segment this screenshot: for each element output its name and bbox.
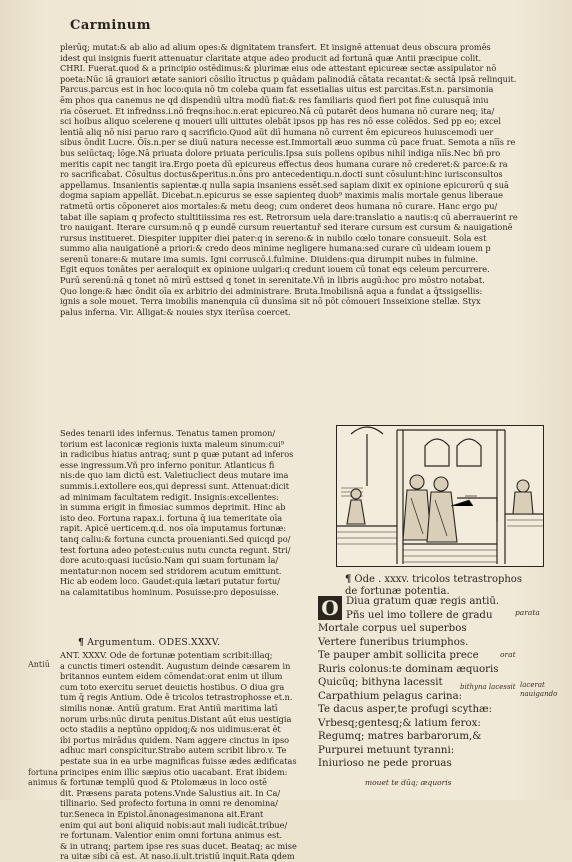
poem-line: Vertere funeribus triumphos. (318, 636, 469, 648)
commentary-line: poeta:Nūc iā grauiori ætate saniori cōsilio ītructus p quādam palinodiā cātata recantat:& sectā ipsā relinquit. (60, 73, 517, 84)
commentary-line: sibus ōndit Lucre. Ōīs.n.per se diuū natura necesse est.Immortali æuo summa cū pace fruat. Semota a nīīs re (60, 137, 516, 148)
ode-heading-text: Ode . xxxv. tricolos tetrastrophos de fortunæ potentia. (345, 574, 522, 597)
left-commentary-line: torium est laconicæ regionis iuxta maleum sinum:cui⁹ (60, 438, 285, 449)
lower-commentary-line: ANT. XXXV. Ode de fortunæ potentiam scribit:illaq; (60, 650, 273, 660)
left-commentary-line: rapit. Apicē uerticem.q.d. nos oīa imputamus fortunæ: (60, 523, 287, 534)
poem-line: Mortale corpus uel superbos (318, 623, 467, 634)
left-commentary-block (60, 428, 332, 598)
left-commentary-line: isto deo. Fortuna rapax.i. fortuna q̄ iua temeritate oīa (60, 512, 283, 523)
commentary-line: CHRI. Fuerat.quod & a principio ostēdimus:& plurimæ eius ode attestant epicureæ sectæ assipulator nō (60, 63, 497, 74)
lower-commentary-line: adhuc mari conspicitur.Strabo autem scribit libro.v. Te (60, 745, 287, 756)
left-commentary-line: tanq caliu:& fortuna cuncta prouenianti.Sed quicqd po/ (60, 533, 291, 544)
handwritten-note-bithyna: bithyna lacessit (460, 683, 516, 691)
commentary-line: palus inferna. Vir. Alligat:& nouies styx iterūsa coercet. (60, 306, 291, 317)
commentary-line: ro sacrificabat. Cōsultus doctus&peritus.n.ōns pro antecedentiqu.n.docti sunt cōsulunt:hinc iurisconsultos (60, 169, 503, 180)
commentary-line: Egit equos tonātes per aeraloquit ex opinione uulgari:q credunt iouem cū tonat eqs celeum percurrere. (60, 264, 490, 275)
left-commentary-line: mentatur:non nocem sed stridorem acutum emittunt. (60, 565, 282, 576)
handwritten-note-parata: parata (515, 608, 540, 617)
lower-commentary-line: & fortunæ templū quod & Ptolomæus in loco ostē (60, 777, 267, 788)
argumentum-text: Argumentum. ODES.XXXV. (87, 637, 221, 648)
handwritten-note-bottom: mouet te dūq; æquoris (365, 778, 452, 787)
left-commentary-line: esse ingressum.Vñ pro inferno ponitur. Atlanticus fi (60, 459, 275, 470)
left-commentary-line: Hic ab eodem loco. Gaudet:quia lætari putatur fortu/ (60, 576, 281, 587)
poem-line: Carpathium pelagus carina: (318, 690, 463, 702)
poem-line: Diua gratum quæ regis antiū. (346, 596, 500, 607)
commentary-line: tabat ille sapiam q profecto stultitiissima res est. Retrorsum uela dare:translatio a nautis:q cū aberrauerint re (60, 211, 518, 222)
lower-commentary-line: cum toto exercitu seruet deuictis hostibus. O diua gra (60, 681, 285, 692)
commentary-line: idest qui insignis fuerit attenuatur claritate atque adeo producit ad fortunā quæ Antii præcipue colit. (60, 52, 482, 63)
lower-commentary-line: enim qui aut boni aliquid nobis:aut mali iudicāt.tribue/ (60, 819, 288, 830)
lower-commentary-line: tillinario. Sed profecto fortuna in omni re denomina/ (60, 798, 278, 809)
lower-commentary-line: britannos euntem eidem cōmendat:orat enim ut illum (60, 671, 283, 682)
lower-commentary-line: octo stadiis a neptūno oppidoq;& nos uidimus:erat ēt (60, 724, 281, 735)
poem-line: Regumq; matres barbarorum,& (318, 731, 482, 742)
left-commentary-line: in summa erigit in fimosiac summos deprimit. Hinc ab (60, 502, 286, 513)
poem-line: Pñs uel imo tollere de gradu (346, 609, 493, 621)
handwritten-note-lacerat: lacerat nauigando (520, 681, 558, 698)
commentary-line: Quo longe:& hæc ōndit oīa ex arbitrio dei administrare. Bruta.Imobilisnā aqua a fundat a q̄tssigsellis: (60, 285, 483, 296)
lower-commentary-line: similis nonæ. Antiū gratum. Erat Antiū maritima latī (60, 702, 278, 713)
commentary-line: bus seiūctaq; lōge.Nā priuata dolore priuata periculis.Ipsa suis pollens opibus nihil indiga nīīs.Nec bñ pro (60, 147, 501, 158)
commentary-line: Parcus.parcus est in hoc loco:quia nō tm coleba quam fat essetialias uitus est parcitas.Est.n. parsimonia (60, 84, 494, 95)
commentary-line: summo alia nauigationē a priori:& credo deos minime negligere humana:sed curare cū uideam iouem p (60, 243, 491, 254)
lower-commentary-line: a cunctis timeri ostendit. Augustum deinde cæsarem in (60, 660, 291, 671)
lower-commentary-block (60, 650, 335, 862)
commentary-line: serenū tonare:& mutare ima sumis. Igni corruscō.i.fulmine. Diuidens:qua dirumpit nubes in fulmine. (60, 253, 479, 264)
left-commentary-line: Sedes tenarii ides infernus. Tenatus tamen promon/ (60, 428, 276, 438)
margin-note-fortuna: fortuna animus (28, 768, 58, 787)
poem-line: Ruris colonus:te dominam æquoris (318, 663, 499, 675)
commentary-line: lentiā aliq nō nisi paruo raro q sacrificio.Quod aūt diī humana nō current ēm epicureos huiuscemodi uer (60, 126, 494, 137)
commentary-block (60, 42, 530, 317)
paragraph-mark-icon: ¶ (345, 574, 352, 585)
argumentum-heading (78, 637, 338, 648)
lower-commentary-line: ibi portus mirādus quidem. Nam aggere cinctus in ipso (60, 734, 290, 745)
lower-commentary-line: ra uitæ sibi cā est. At naso.ii.ult.tristiū inquit.Rata qdem (60, 851, 295, 862)
commentary-line: sci hoibus aliquo scelerene q moueri ulli uittutes olebāt ipsos pp has res nō esse colēdos. Sed pp eo; excel (60, 116, 501, 127)
handwritten-note-orat: orat (500, 650, 516, 659)
lower-commentary-line: norum urbs:nūc diruta penitus.Distant aūt eius uestigia (60, 713, 292, 724)
commentary-line: meritis capit nec tangit ira.Ergo poeta dū epicureus effectus deos humana curare nō crederet:& parce:& ra (60, 158, 508, 169)
commentary-line: plerūq; mutat:& ab alio ad alium opes:& dignitatem transfert. Et insignē attenuat deus obscura promēs (60, 42, 491, 52)
lower-commentary-line: tur.Seneca in Epistol.ānonagesimanona ait.Erant (60, 808, 264, 819)
left-commentary-line: nis:de quo iam dictū est. Valetiucliect deus mutare ima (60, 470, 289, 481)
commentary-line: appellamus. Insanientis sapientæ.q nulla sapia insaniens essēt.sed sapiam dixit ex opinione epicurorū q suā (60, 179, 509, 190)
poem-line: Te pauper ambit sollicita prece (318, 650, 479, 661)
lower-commentary-line: principes enim illic sæpius otio uacabant. Erat ibidem: (60, 766, 288, 777)
paragraph-mark-icon: ¶ (78, 637, 85, 648)
poem-line: Iniurioso ne pede proruas (318, 758, 452, 769)
woodcut-illustration (336, 425, 544, 567)
left-commentary-line: in radicibus hiatus antraq; sunt p quæ putant ad inferos (60, 449, 294, 460)
lower-commentary-line: tum q̄ regis Antium. Ode ē tricolos tetrastrophosse et.n. (60, 692, 293, 703)
lower-commentary-line: re fortunam. Valentior enim omni fortuna animus est. (60, 830, 283, 841)
running-header: Carminum (70, 18, 151, 33)
left-commentary-line: dore acuto:quasi iucūsio.Nam qui suam fortunam la/ (60, 555, 279, 566)
left-commentary-line: na calamitatibus hominum. Posuisse:pro deposuisse. (60, 586, 279, 597)
commentary-line: ignis a sole mouet. Terra imobilis manenquia cū dunsīma sit nō pōt cōmoueri Insseixione stellæ. Styx (60, 296, 481, 307)
poem-line: Quicūq; bithyna lacessit (318, 677, 443, 688)
commentary-line: tro nauigant. Iterare cursum:nō q p eundē cursum reuertantuř sed iterare cursum est cursum & nauigationē (60, 222, 513, 233)
poem-line: Purpurei metuunt tyranni: (318, 744, 455, 756)
commentary-line: ēm phos qua canemus ne qd dispendiū ultra modū fiat:& res familiaris quod fieri pot fine cuiusquā iniu (60, 94, 489, 105)
commentary-line: rursus institueret. Diespiter iuppiter diei pater:q in sereno:& in nubilo cœlo tonare consueuit. Sola est (60, 232, 487, 243)
commentary-line: ratmetū ortis cōponeret aios mortales:& metu deog; cum onderet deos humana nō curare. Hanc ergo pu/ (60, 200, 498, 211)
poem-line: Te dacus asper,te profugi scythæ: (318, 704, 493, 715)
poem-line: Vrbesq;gentesq;& latium ferox: (318, 717, 481, 729)
lower-commentary-line: pestate sua in ea urbe magnificas fuisse ædes ædificatas (60, 755, 297, 766)
left-commentary-line: summis.i.extollere eos,qui depressi sunt. Attenuat:dicit (60, 480, 290, 491)
lower-commentary-line: & in utranq; partem ipse res suas ducet. Beataq; ac mise (60, 840, 297, 851)
left-commentary-line: test fortuna adeo potest:cuius nutu cuncta regunt. Stri/ (60, 544, 291, 555)
commentary-line: Purū serenū:nā q tonet nō mirū esttsed q tonet in serenitate.Vñ in libris augū:hoc pro mōstro notabat. (60, 275, 485, 286)
commentary-line: dogma sapiam appellāt. Dicebat.n.epicurus se esse sapienteq duob⁹ maximis malis mortale genus liberaue (60, 190, 503, 201)
commentary-line: ria cōseruet. Et infrednss.i.nō freqns:hoc.n.erat epicureo.Nā cū putarēt deos humana nō curare neq; ita/ (60, 105, 495, 116)
lower-commentary-line: dit. Præsens parata potens.Vnde Salustius ait. In Ca/ (60, 787, 281, 798)
decorated-initial: O (318, 596, 342, 620)
left-commentary-line: ad minimam facultatem redigit. Insignis:excellentes: (60, 491, 279, 502)
margin-note-antiu: Antiū (28, 660, 50, 669)
